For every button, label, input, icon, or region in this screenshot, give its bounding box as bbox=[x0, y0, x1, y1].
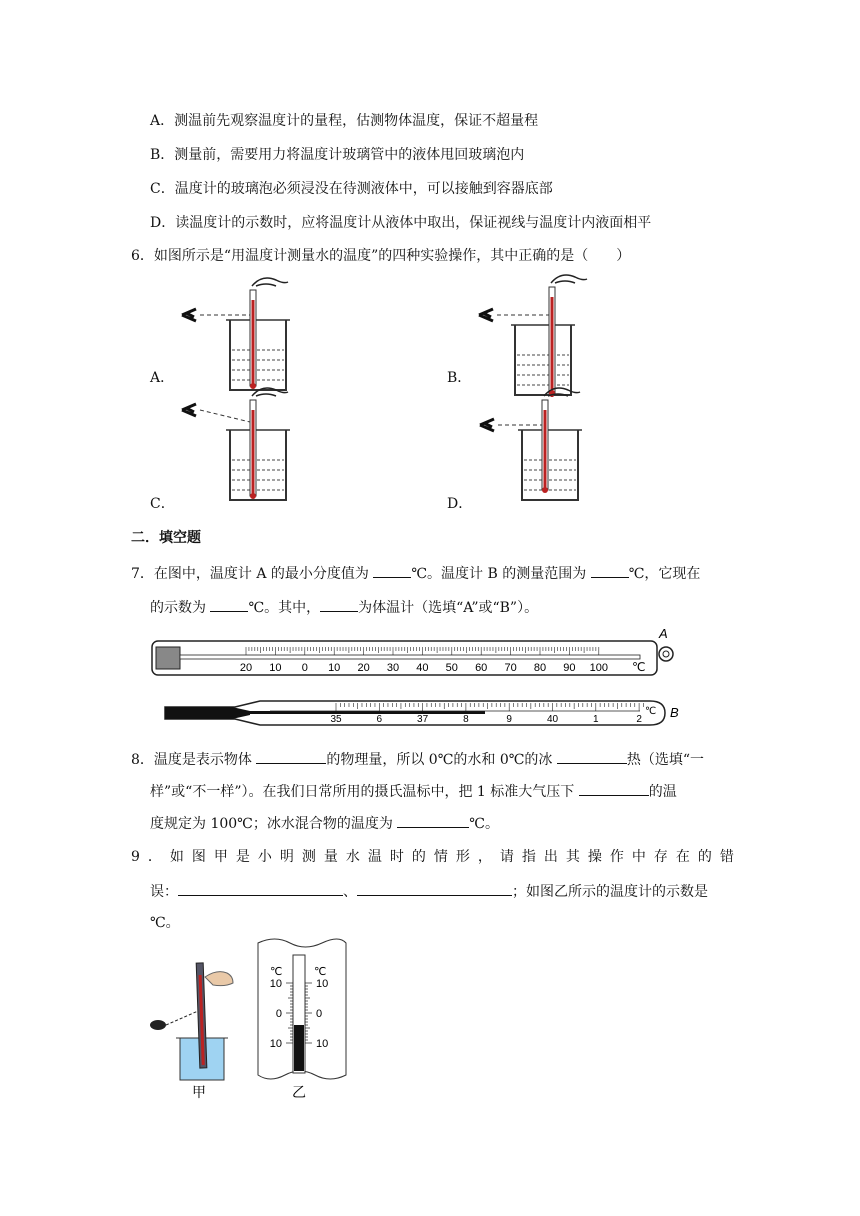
tick-label: 0 bbox=[316, 1008, 323, 1020]
q6-stem: 6．如图所示是“用温度计测量水的温度”的四种实验操作，其中正确的是（ ） bbox=[131, 248, 631, 264]
tick-label: 40 bbox=[416, 662, 429, 674]
q6-figure bbox=[0, 270, 860, 530]
q7-text: ℃。温度计 B 的测量范围为 bbox=[411, 566, 591, 582]
tick-label: 35 bbox=[330, 714, 342, 725]
tick-label: 10 bbox=[316, 1038, 329, 1050]
q7-text: 为体温计（选填“A”或“B”）。 bbox=[358, 600, 539, 616]
thermometer-b bbox=[165, 701, 679, 725]
q5-option-c: C．温度计的玻璃泡必须浸没在待测液体中，可以接触到容器底部 bbox=[150, 181, 553, 197]
q9-line1: 9．如图甲是小明测量水温时的情形，请指出其操作中存在的错 bbox=[131, 849, 742, 865]
eye-icon bbox=[480, 419, 494, 431]
answer-blank[interactable] bbox=[373, 563, 411, 578]
tick-label: 10 bbox=[316, 978, 329, 990]
thermometer-a-label: A bbox=[659, 626, 668, 641]
q8-text: 样”或“不一样”）。在我们日常所用的摄氏温标中，把 1 标准大气压下 bbox=[150, 784, 579, 800]
answer-blank[interactable] bbox=[357, 881, 512, 896]
answer-blank[interactable] bbox=[397, 813, 469, 828]
q8-text: 度规定为 100℃；冰水混合物的温度为 bbox=[150, 816, 398, 832]
q8-text: ℃。 bbox=[469, 816, 499, 832]
q8-line2 bbox=[150, 781, 677, 802]
q7-line2 bbox=[150, 597, 538, 618]
tick-label: 40 bbox=[546, 714, 559, 725]
section-title: 二．填空题 bbox=[131, 530, 201, 546]
answer-blank[interactable] bbox=[557, 749, 627, 764]
answer-blank[interactable] bbox=[210, 597, 248, 612]
tick-label: 9 bbox=[506, 714, 512, 725]
answer-blank[interactable] bbox=[320, 597, 358, 612]
tick-label: 1 bbox=[593, 714, 599, 725]
tick-label: 2 bbox=[636, 714, 642, 725]
eye-icon bbox=[479, 309, 493, 321]
tick-label: 50 bbox=[445, 662, 458, 674]
figure-yi-unit-left: ℃ bbox=[270, 966, 283, 978]
q6-label-b: B． bbox=[447, 370, 472, 386]
thermometer-b-label: B bbox=[670, 705, 679, 720]
tick-label: 90 bbox=[563, 662, 576, 674]
q9-text: 误： bbox=[150, 884, 178, 900]
figure-yi-label: 乙 bbox=[292, 1084, 306, 1100]
tick-label: 80 bbox=[533, 662, 547, 674]
tick-label: 10 bbox=[269, 1038, 282, 1050]
q5-option-d: D．读温度计的示数时，应将温度计从液体中取出，保证视线与温度计内液面相平 bbox=[150, 215, 652, 231]
q7-text: 的示数为 bbox=[150, 600, 211, 616]
q8-text: 的物理量，所以 0℃的水和 0℃的冰 bbox=[326, 752, 557, 768]
tick-label: 37 bbox=[417, 714, 429, 725]
tick-label: 10 bbox=[269, 978, 282, 990]
thermometer-b-unit: ℃ bbox=[645, 706, 657, 717]
eye-icon bbox=[182, 404, 196, 416]
q7-text: 7．在图中，温度计 A 的最小分度值为 bbox=[131, 566, 374, 582]
eye-icon bbox=[182, 309, 196, 321]
q6-diagram-c bbox=[182, 388, 290, 500]
tick-label: 20 bbox=[239, 662, 253, 674]
q6-diagram-a bbox=[182, 278, 290, 390]
q6-diagram-d bbox=[480, 388, 582, 500]
tick-label: 60 bbox=[475, 662, 488, 674]
tick-label: 6 bbox=[376, 714, 383, 725]
tick-label: 8 bbox=[463, 714, 469, 725]
q8-text: 的温 bbox=[648, 784, 677, 800]
q5-option-a: A．测温前先观察温度计的量程，估测物体温度，保证不超量程 bbox=[150, 113, 539, 129]
answer-blank[interactable] bbox=[579, 781, 649, 796]
answer-blank[interactable] bbox=[178, 881, 343, 896]
q6-label-d: D． bbox=[447, 496, 473, 512]
answer-blank[interactable] bbox=[256, 749, 326, 764]
answer-blank[interactable] bbox=[591, 563, 629, 578]
q7-line1 bbox=[131, 563, 700, 584]
q9-figure bbox=[0, 935, 860, 1105]
tick-label: 0 bbox=[275, 1008, 282, 1020]
figure-jia-label: 甲 bbox=[192, 1084, 206, 1100]
thermometer-a-unit: ℃ bbox=[632, 660, 646, 674]
q8-line3 bbox=[150, 813, 499, 834]
tick-label: 10 bbox=[328, 662, 341, 674]
tick-label: 70 bbox=[504, 662, 517, 674]
q9-line2 bbox=[150, 881, 708, 902]
q6-diagram-b bbox=[479, 275, 587, 397]
q9-line3: ℃。 bbox=[150, 915, 180, 931]
q8-line1 bbox=[131, 749, 704, 770]
tick-label: 0 bbox=[301, 662, 308, 674]
tick-label: 10 bbox=[269, 662, 282, 674]
q9-text: ；如图乙所示的温度计的示数是 bbox=[512, 884, 708, 900]
figure-yi-unit-right: ℃ bbox=[314, 966, 327, 978]
q7-text: ℃，它现在 bbox=[628, 566, 701, 582]
q8-text: 8．温度是表示物体 bbox=[131, 752, 257, 768]
tick-label: 100 bbox=[589, 662, 608, 674]
tick-label: 30 bbox=[386, 662, 400, 674]
q7-text: ℃。其中， bbox=[248, 600, 321, 616]
q6-label-a: A． bbox=[150, 370, 175, 386]
thermometer-a bbox=[152, 626, 673, 675]
q9-text: 、 bbox=[343, 884, 357, 900]
q8-text: 热（选填“一 bbox=[626, 752, 705, 768]
q5-option-b: B．测量前，需要用力将温度计玻璃管中的液体甩回玻璃泡内 bbox=[150, 147, 525, 163]
tick-label: 20 bbox=[357, 662, 370, 674]
q6-label-c: C． bbox=[150, 496, 175, 512]
q7-figure bbox=[0, 625, 860, 735]
figure-jia bbox=[150, 963, 233, 1100]
figure-yi bbox=[258, 939, 346, 1100]
